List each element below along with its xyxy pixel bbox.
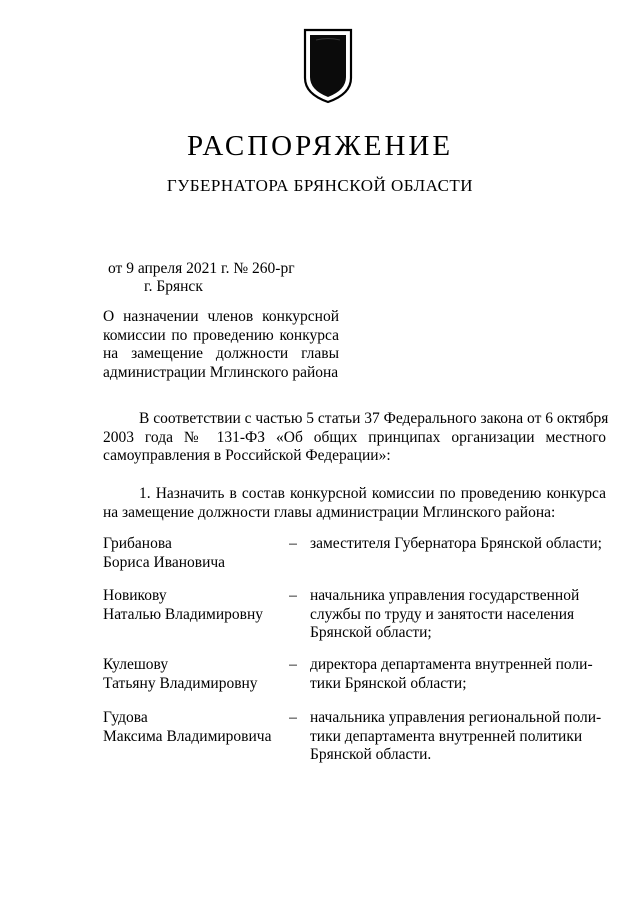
member-dash: – <box>289 587 297 604</box>
document-city: г. Брянск <box>144 278 203 295</box>
item-1-paragraph <box>103 485 606 522</box>
preamble-paragraph <box>103 410 609 466</box>
document-subtitle: ГУБЕРНАТОРА БРЯНСКОЙ ОБЛАСТИ <box>166 176 474 195</box>
member-row <box>103 587 613 647</box>
paragraph-line: на замещение должности главы администрации Мглинского района: <box>103 503 556 521</box>
member-position: директора департамента внутренней поли- тики Брянской области; <box>310 656 593 692</box>
paragraph-line: 1. Назначить в состав конкурсной комиссии по проведению конкурса <box>139 485 606 502</box>
subject-line: на замещение должности главы <box>103 345 339 362</box>
coat-of-arms-emblem <box>302 28 354 104</box>
member-dash: – <box>289 709 297 726</box>
member-name: Гудова Максима Владимировича <box>103 709 272 745</box>
subject-line: администрации Мглинского района <box>103 363 339 381</box>
paragraph-line: 2003 года № 131-ФЗ «Об общих принципах организации местного <box>103 428 606 446</box>
subject-line: О назначении членов конкурсной <box>103 308 339 325</box>
document-date-number: от 9 апреля 2021 г. № 260-рг <box>108 260 295 277</box>
document-title: РАСПОРЯЖЕНИЕ <box>186 130 454 162</box>
member-name: Грибанова Бориса Ивановича <box>103 535 226 571</box>
subject-line: комиссии по проведению конкурса <box>103 326 339 344</box>
member-position: начальника управления региональной поли- тики департамента внутренней политики Брянской области. <box>310 709 602 763</box>
document-subject <box>103 308 339 382</box>
member-name: Кулешову Татьяну Владимировну <box>103 656 258 692</box>
member-position: заместителя Губернатора Брянской области; <box>310 535 602 552</box>
member-row <box>103 709 613 769</box>
member-row <box>103 535 613 595</box>
paragraph-line: В соответствии с частью 5 статьи 37 Федерального закона от 6 октября <box>139 410 609 427</box>
paragraph-line: самоуправления в Российской Федерации»: <box>103 447 391 464</box>
member-dash: – <box>289 656 297 673</box>
member-dash: – <box>289 535 297 552</box>
member-position: начальника управления государственной службы по труду и занятости населения Брянской области; <box>310 587 580 641</box>
member-name: Новикову Наталью Владимировну <box>103 587 264 623</box>
member-row <box>103 656 613 716</box>
